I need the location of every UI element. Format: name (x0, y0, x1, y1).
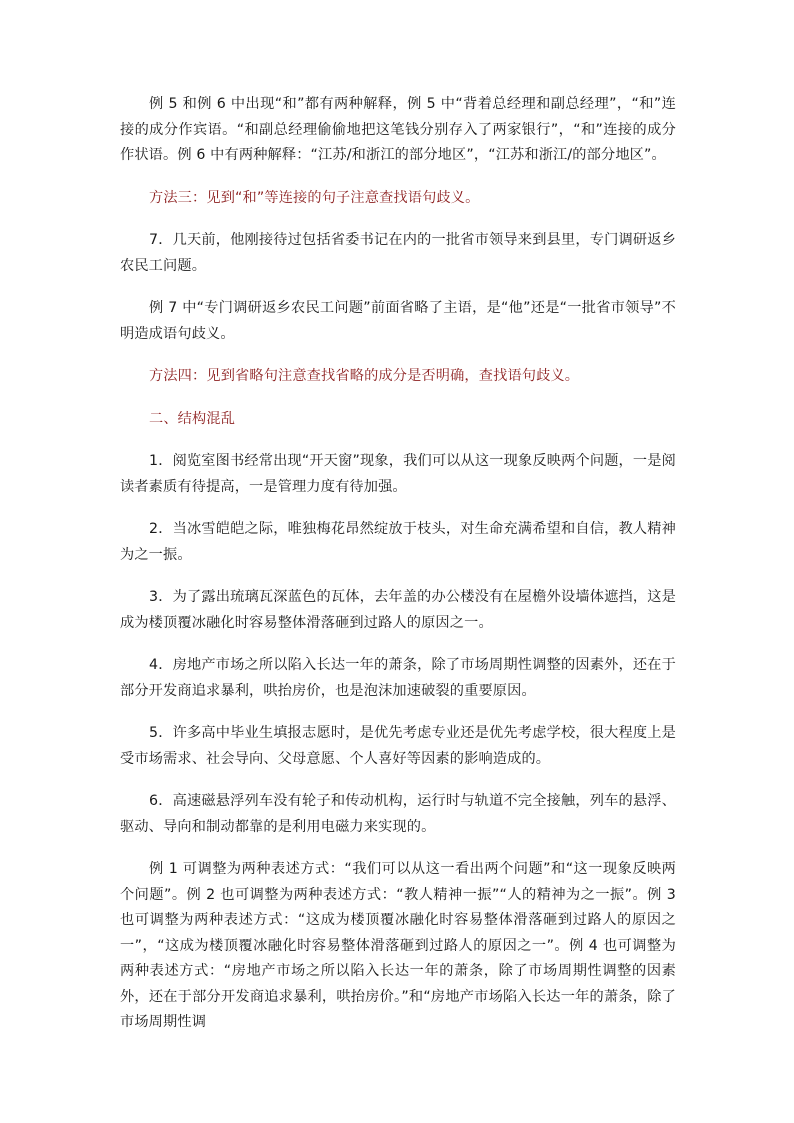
paragraph-example-5-6-explanation: 例 5 和例 6 中出现“和”都有两种解释，例 5 中“背着总经理和副总经理”，“和”连接的成分作宾语。“和副总经理偷偷地把这笔钱分别存入了两家银行”，“和”连接的成分作状语。例 6 中有两种解释：“江苏/和浙江的部分地区”，“江苏和浙江/的部分地区”。 (120, 96, 676, 163)
example-6-sentence: 6．高速磁悬浮列车没有轮子和传动机构，运行时与轨道不完全接触，列车的悬浮、驱动、导向和制动都靠的是利用电磁力来实现的。 (120, 793, 676, 835)
paragraph-examples-1-4-adjustment: 例 1 可调整为两种表述方式：“我们可以从这一看出两个问题”和“这一现象反映两个问题”。例 2 也可调整为两种表述方式：“教人精神一振”“人的精神为之一振”。例 3 也可调整为两种表述方式：“这成为楼顶覆冰融化时容易整体滑落砸到过路人的原因之一”，“这成为楼顶覆冰融化时容易整体滑落砸到过路人的原因之一”。例 4 也可调整为两种表述方式：“房地产市场之所以陷入长达一年的萧条，除了市场周期性调整的因素外，还在于部分开发商追求暴利，哄抬房价。”和“房地产市场陷入长达一年的萧条，除了市场周期性调 (120, 861, 676, 1030)
example-7-sentence: 7．几天前，他刚接待过包括省委书记在内的一批省市领导来到县里，专门调研返乡农民工问题。 (120, 232, 676, 274)
example-4-sentence: 4．房地产市场之所以陷入长达一年的萧条，除了市场周期性调整的因素外，还在于部分开发商追求暴利，哄抬房价，也是泡沫加速破裂的重要原因。 (120, 657, 676, 699)
paragraph-example-7-explanation: 例 7 中“专门调研返乡农民工问题”前面省略了主语，是“他”还是“一批省市领导”不明造成语句歧义。 (120, 300, 676, 342)
example-2-sentence: 2．当冰雪皑皑之际，唯独梅花昂然绽放于枝头，对生命充满希望和自信，教人精神为之一振。 (120, 521, 676, 563)
example-1-sentence: 1．阅览室图书经常出现“开天窗”现象，我们可以从这一现象反映两个问题，一是阅读者素质有待提高，一是管理力度有待加强。 (120, 453, 676, 495)
example-5-sentence: 5．许多高中毕业生填报志愿时，是优先考虑专业还是优先考虑学校，很大程度上是受市场需求、社会导向、父母意愿、个人喜好等因素的影响造成的。 (120, 725, 676, 767)
method-three: 方法三：见到“和”等连接的句子注意查找语句歧义。 (149, 189, 480, 206)
document-body (120, 92, 676, 1053)
method-four: 方法四：见到省略句注意查找省略的成分是否明确，查找语句歧义。 (149, 368, 580, 384)
section-heading-structure-confusion: 二、结构混乱 (149, 410, 236, 427)
example-3-sentence: 3．为了露出琉璃瓦深蓝色的瓦体，去年盖的办公楼没有在屋檐外设墙体遮挡，这是成为楼顶覆冰融化时容易整体滑落砸到过路人的原因之一。 (120, 589, 676, 631)
